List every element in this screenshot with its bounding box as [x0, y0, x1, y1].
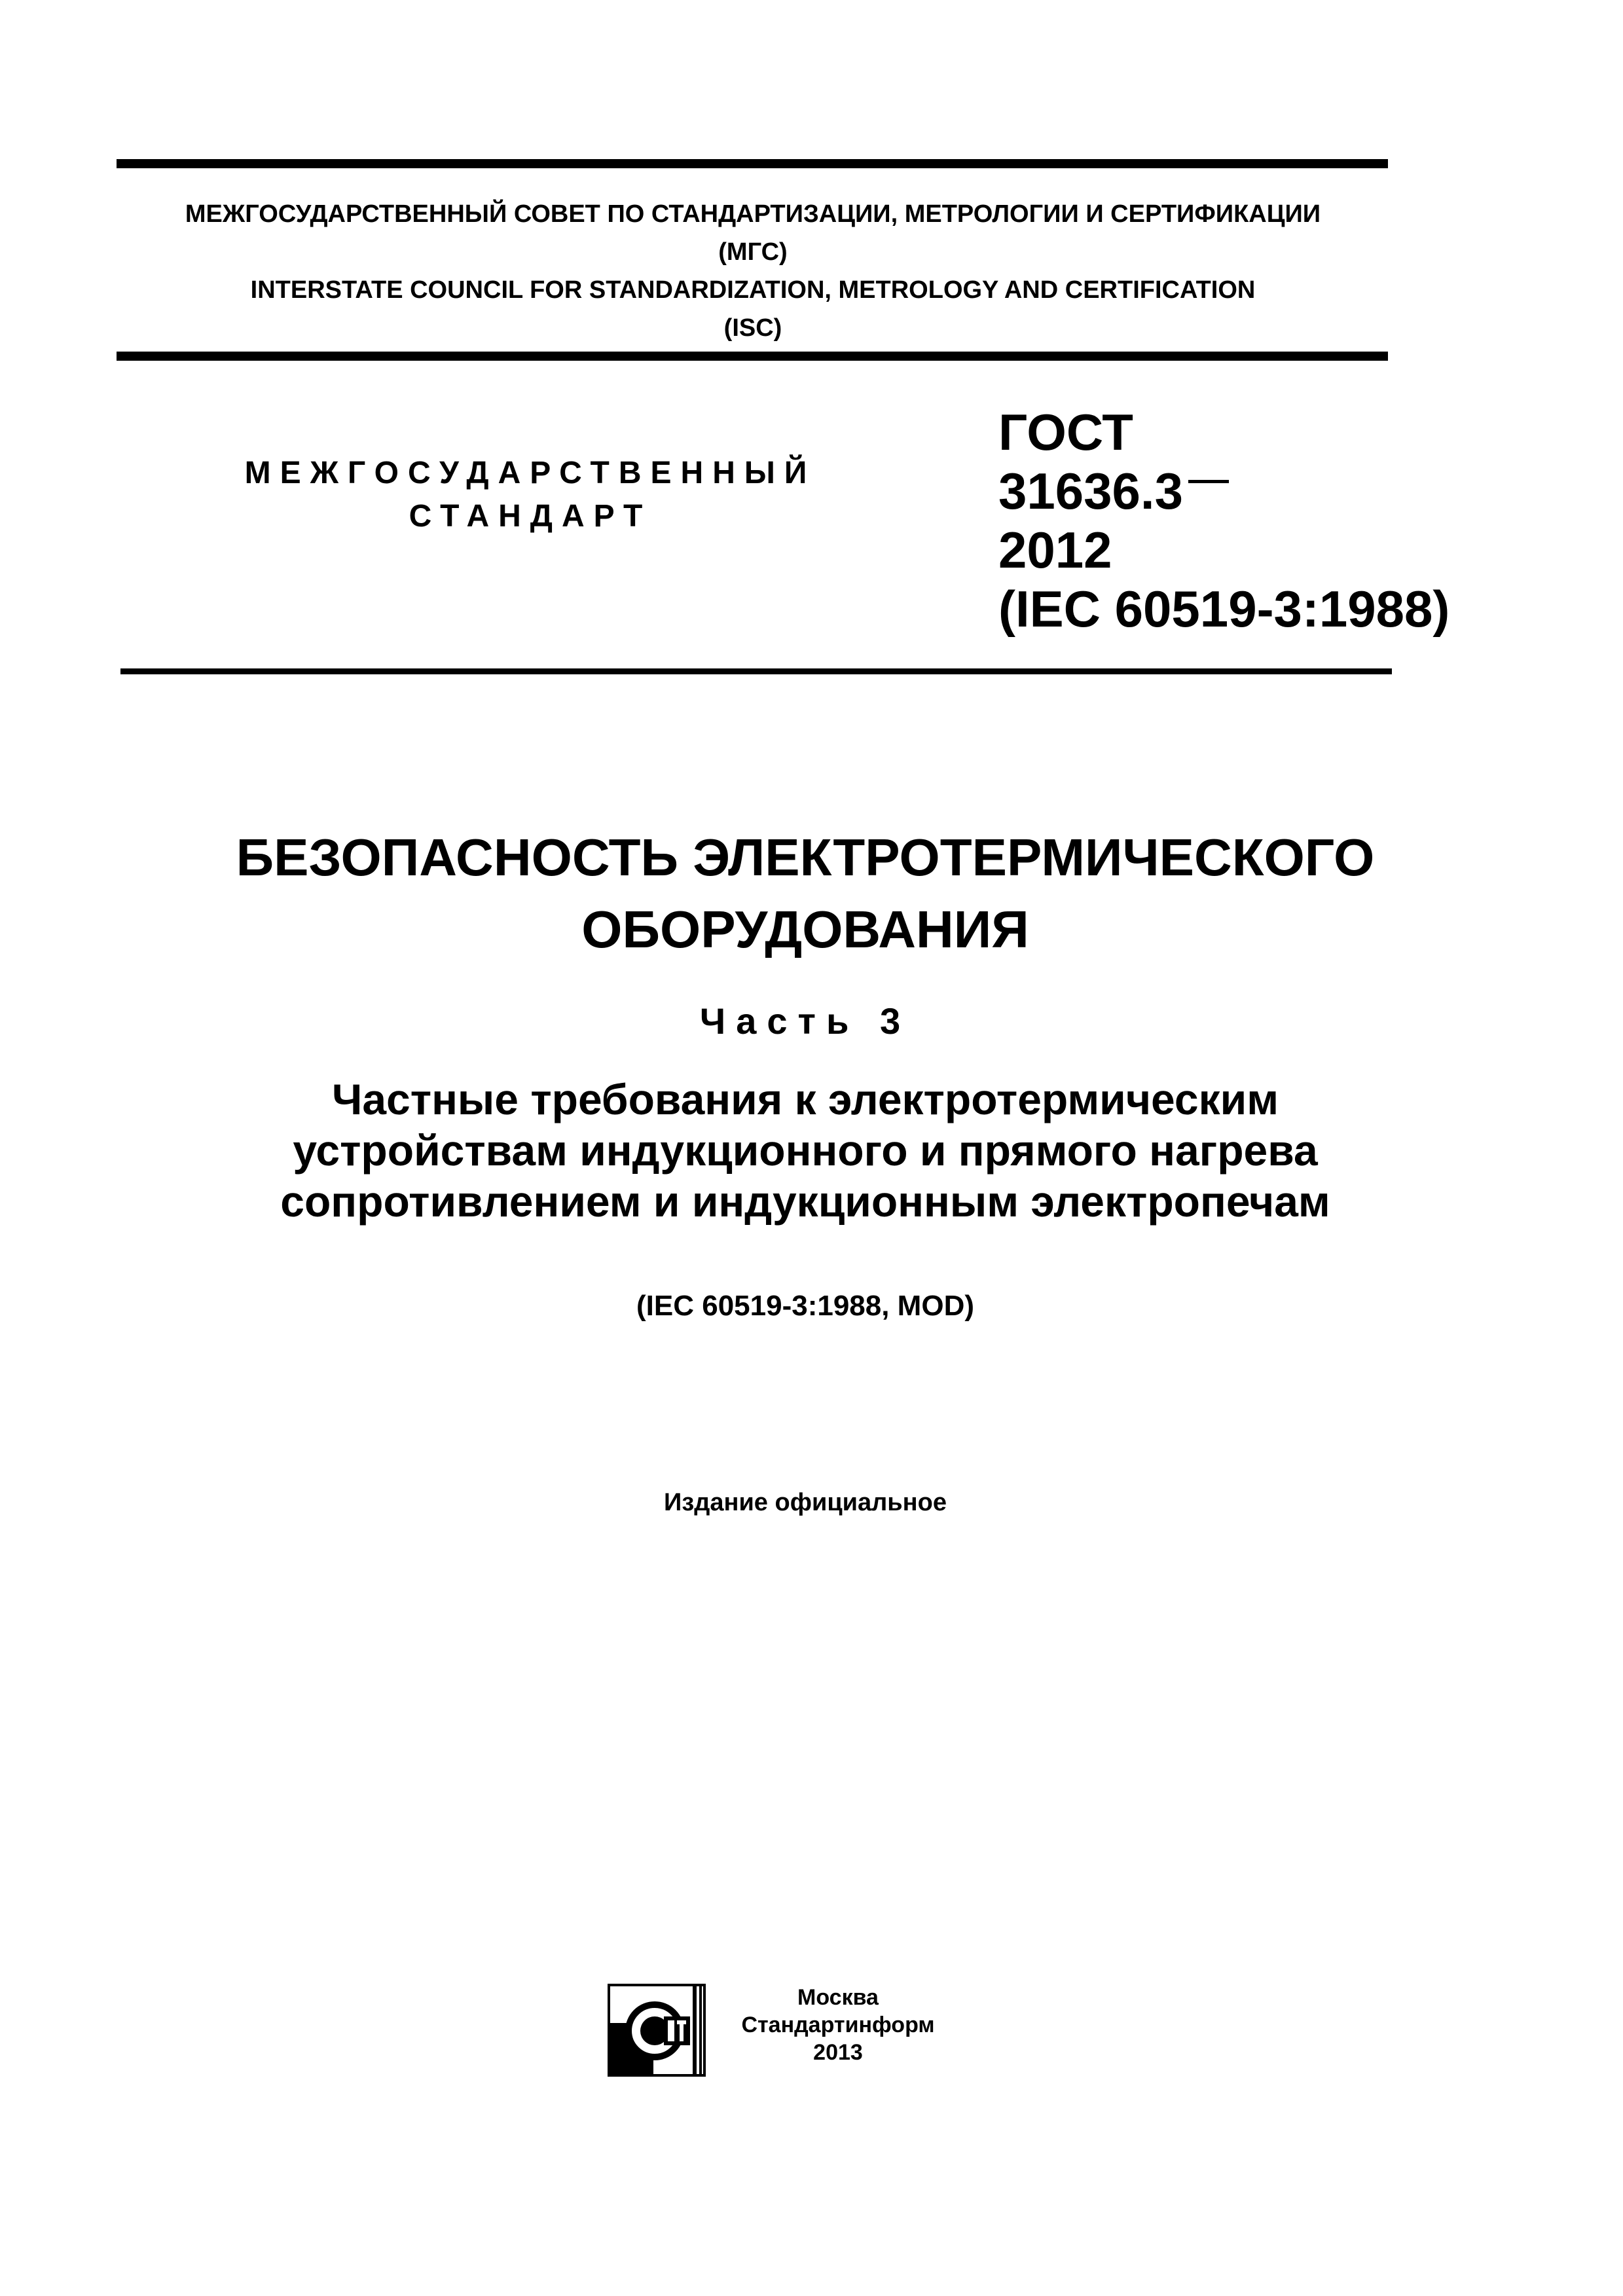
standard-kind-line1: МЕЖГОСУДАРСТВЕННЫЙ: [244, 456, 816, 490]
standard-number-dash: [1188, 480, 1229, 483]
standard-number-line: [998, 462, 1450, 520]
standartinform-logo-icon: [608, 1984, 706, 2077]
title-line2: ОБОРУДОВАНИЯ: [581, 900, 1029, 958]
subtitle-line3: сопротивлением и индукционным электропечам: [280, 1177, 1330, 1226]
publisher-year: 2013: [813, 2040, 863, 2065]
edition-label: Издание официальное: [664, 1489, 947, 1516]
document-title: [118, 822, 1493, 966]
title-line1: БЕЗОПАСНОСТЬ ЭЛЕКТРОТЕРМИЧЕСКОГО: [236, 828, 1375, 886]
council-header: [118, 195, 1388, 347]
publisher-block: [720, 1984, 956, 2066]
publisher-city: Москва: [797, 1985, 879, 2010]
subtitle-line1: Частные требования к электротермическим: [331, 1075, 1279, 1123]
subtitle-line2: устройствам индукционного и прямого нагрева: [293, 1126, 1318, 1175]
part-number: Часть 3: [699, 1000, 911, 1042]
council-abbr-en: (ISC): [723, 314, 782, 342]
council-name-en: INTERSTATE COUNCIL FOR STANDARDIZATION, METROLOGY AND CERTIFICATION: [250, 276, 1256, 304]
standard-year: 2012: [998, 521, 1112, 579]
council-name-ru: МЕЖГОСУДАРСТВЕННЫЙ СОВЕТ ПО СТАНДАРТИЗАЦИИ, МЕТРОЛОГИИ И СЕРТИФИКАЦИИ: [185, 200, 1321, 228]
designation-bottom-rule: [120, 668, 1392, 674]
header-bottom-rule: [117, 352, 1388, 361]
document-subtitle: [118, 1074, 1493, 1227]
publisher-name: Стандартинформ: [741, 2013, 935, 2037]
standard-kind: [229, 452, 831, 538]
top-rule: [117, 159, 1388, 168]
standard-kind-line2: СТАНДАРТ: [409, 499, 652, 534]
council-abbr-ru: (МГС): [718, 238, 788, 266]
standard-designation: [998, 403, 1450, 638]
standard-international: (IEC 60519-3:1988): [998, 580, 1450, 638]
international-reference: (IEC 60519-3:1988, MOD): [636, 1290, 974, 1322]
standard-number: 31636.3: [998, 462, 1183, 520]
standard-prefix: ГОСТ: [998, 403, 1133, 461]
